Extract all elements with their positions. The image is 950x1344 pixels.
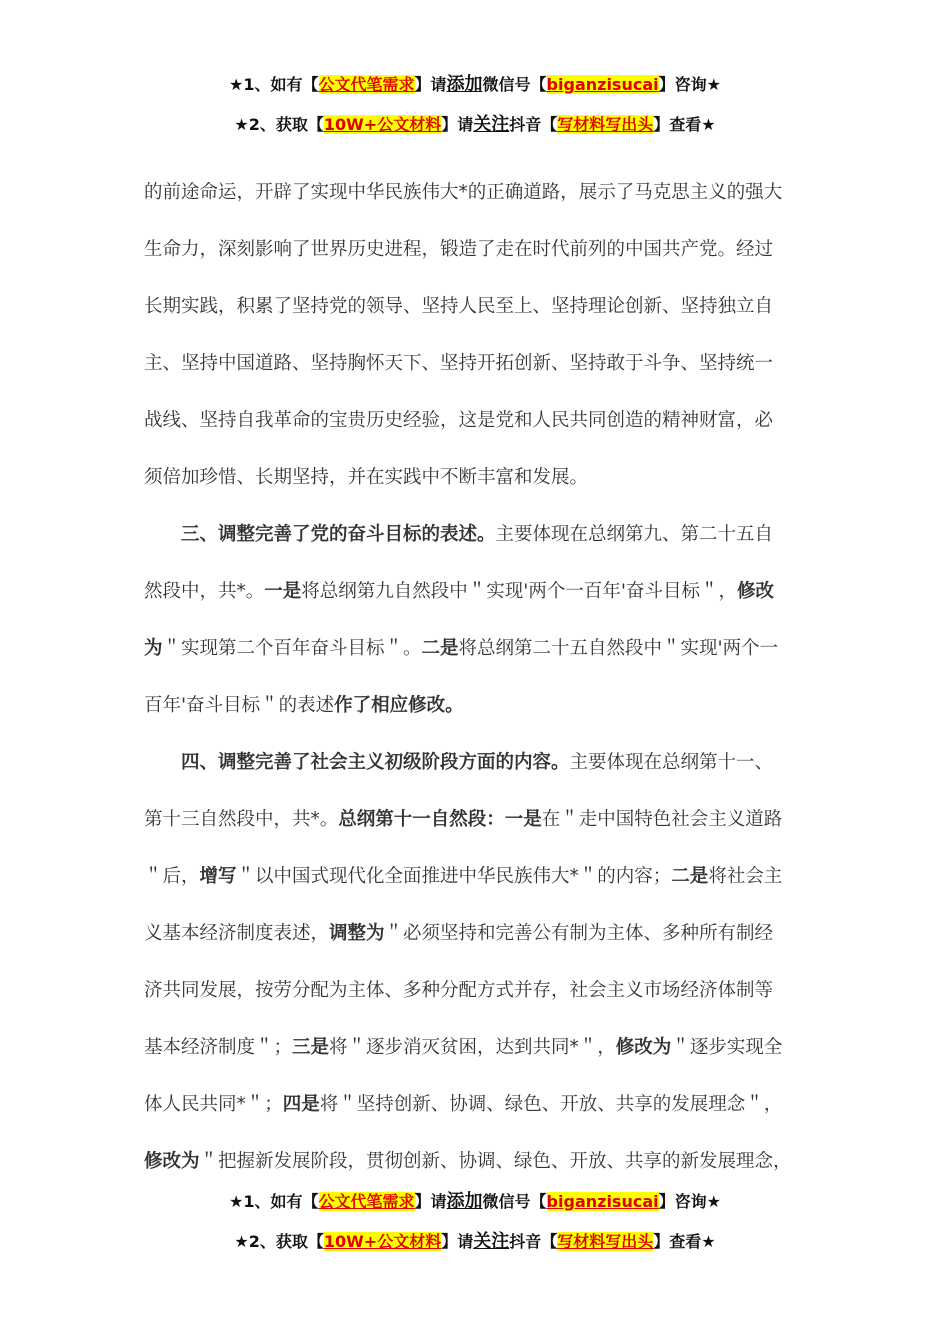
text-line: 生命力，深刻影响了世界历史进程，锻造了走在时代前列的中国共产党。经过 xyxy=(144,239,774,260)
bold-run: 三是 xyxy=(292,1037,330,1058)
banner-text: 】请 xyxy=(441,115,474,134)
footer-banner-line-1 xyxy=(0,1187,950,1213)
bold-run: 修改为 xyxy=(144,1151,200,1172)
section-heading-3: 三、调整完善了党的奋斗目标的表述。 xyxy=(181,524,496,545)
banner-text: 】请 xyxy=(414,1192,447,1211)
text-line: 的前途命运，开辟了实现中华民族伟大*的正确道路，展示了马克思主义的强大 xyxy=(144,182,783,203)
text-line xyxy=(144,506,820,563)
text-line: 主、坚持中国道路、坚持胸怀天下、坚持开拓创新、坚持敢于斗争、坚持统一 xyxy=(144,353,774,374)
banner-text: ★1、如有【 xyxy=(229,75,319,94)
section-heading-4: 四、调整完善了社会主义初级阶段方面的内容。 xyxy=(181,752,570,773)
bold-run: 总纲第十一自然段：一是 xyxy=(338,809,542,830)
banner-text: 微信号【 xyxy=(482,1192,547,1211)
text-line xyxy=(144,1019,820,1076)
banner-highlight: 公文代笔需求 xyxy=(318,1192,415,1211)
text-run: 将＂坚持创新、协调、绿色、开放、共享的发展理念＂， xyxy=(319,1094,783,1115)
douyin-highlight: 写材料写出头 xyxy=(557,115,654,134)
header-banner-line-2 xyxy=(0,110,950,136)
text-run: ＂实现第二个百年奋斗目标＂。 xyxy=(162,638,422,659)
bold-run: 二是 xyxy=(421,638,459,659)
banner-highlight: 公文代笔需求 xyxy=(318,75,415,94)
bold-run: 四是 xyxy=(282,1094,320,1115)
wechat-id-highlight: biganzisucai xyxy=(546,75,659,94)
text-run: 主要体现在总纲第九、第二十五自 xyxy=(495,524,774,545)
text-line xyxy=(144,848,820,905)
text-run: 将总纲第九自然段中＂实现'两个一百年'奋斗目标＂， xyxy=(301,581,737,602)
text-run: ＂逐步实现全 xyxy=(671,1037,783,1058)
banner-text: ★1、如有【 xyxy=(229,1192,319,1211)
paragraph-2 xyxy=(144,506,820,734)
text-line: 长期实践，积累了坚持党的领导、坚持人民至上、坚持理论创新、坚持独立自 xyxy=(144,296,774,317)
footer-banner-line-2 xyxy=(0,1227,950,1253)
text-line xyxy=(144,905,820,962)
banner-text: 】查看★ xyxy=(653,115,716,134)
text-run: 然段中，共*。 xyxy=(144,581,265,602)
text-run: 主要体现在总纲第十一、 xyxy=(569,752,774,773)
bold-run: 一是 xyxy=(264,581,302,602)
text-line: 战线、坚持自我革命的宝贵历史经验，这是党和人民共同创造的精神财富，必 xyxy=(144,410,774,431)
paragraph-1 xyxy=(144,164,820,506)
banner-highlight: 10W+公文材料 xyxy=(323,1232,442,1251)
text-line xyxy=(144,677,820,734)
banner-text: 微信号【 xyxy=(482,75,547,94)
text-run: 在＂走中国特色社会主义道路 xyxy=(541,809,783,830)
header-banner-line-1 xyxy=(0,70,950,96)
banner-text: 】请 xyxy=(414,75,447,94)
text-run: ＂后， xyxy=(144,866,200,887)
text-line: 须倍加珍惜、长期坚持，并在实践中不断丰富和发展。 xyxy=(144,467,589,488)
text-run: 第十三自然段中，共*。 xyxy=(144,809,339,830)
paragraph-3 xyxy=(144,734,820,1190)
text-line xyxy=(144,734,820,791)
text-run: ＂以中国式现代化全面推进中华民族伟大*＂的内容； xyxy=(236,866,672,887)
banner-underline: 关注 xyxy=(473,1231,510,1252)
banner-text: 】请 xyxy=(441,1232,474,1251)
text-run: 体人民共同*＂； xyxy=(144,1094,283,1115)
text-run: ＂必须坚持和完善公有制为主体、多种所有制经 xyxy=(384,923,774,944)
document-body xyxy=(144,164,820,1190)
bold-run: 调整为 xyxy=(329,923,385,944)
banner-text: ★2、获取【 xyxy=(234,115,324,134)
banner-text: 】咨询★ xyxy=(658,75,721,94)
banner-text: 】查看★ xyxy=(653,1232,716,1251)
text-line xyxy=(144,791,820,848)
banner-underline: 添加 xyxy=(446,1191,483,1212)
bold-run: 增写 xyxy=(199,866,237,887)
bold-run: 为 xyxy=(144,638,163,659)
bold-run: 修改 xyxy=(736,581,774,602)
douyin-highlight: 写材料写出头 xyxy=(557,1232,654,1251)
banner-text: 抖音【 xyxy=(509,1232,558,1251)
wechat-id-highlight: biganzisucai xyxy=(546,1192,659,1211)
text-line xyxy=(144,620,820,677)
banner-text: 抖音【 xyxy=(509,115,558,134)
bold-run: 二是 xyxy=(671,866,709,887)
text-line xyxy=(144,1133,820,1190)
banner-text: 】咨询★ xyxy=(658,1192,721,1211)
banner-text: ★2、获取【 xyxy=(234,1232,324,1251)
banner-underline: 添加 xyxy=(446,74,483,95)
text-run: 将＂逐步消灭贫困，达到共同*＂， xyxy=(329,1037,616,1058)
bold-run: 修改为 xyxy=(615,1037,672,1058)
text-run: 百年'奋斗目标＂的表述 xyxy=(144,695,335,716)
text-run: ＂把握新发展阶段，贯彻创新、协调、绿色、开放、共享的新发展理念， xyxy=(199,1151,792,1172)
text-line xyxy=(144,1076,820,1133)
text-run: 将总纲第二十五自然段中＂实现'两个一 xyxy=(458,638,779,659)
text-run: 将社会主 xyxy=(708,866,783,887)
text-run: 义基本经济制度表述， xyxy=(144,923,330,944)
banner-underline: 关注 xyxy=(473,114,510,135)
text-line xyxy=(144,962,820,1019)
banner-highlight: 10W+公文材料 xyxy=(323,115,442,134)
text-run: 基本经济制度＂； xyxy=(144,1037,293,1058)
text-line xyxy=(144,563,820,620)
bold-run: 作了相应修改。 xyxy=(334,695,464,716)
text-run: 济共同发展，按劳分配为主体、多种分配方式并存，社会主义市场经济体制等 xyxy=(144,980,774,1001)
